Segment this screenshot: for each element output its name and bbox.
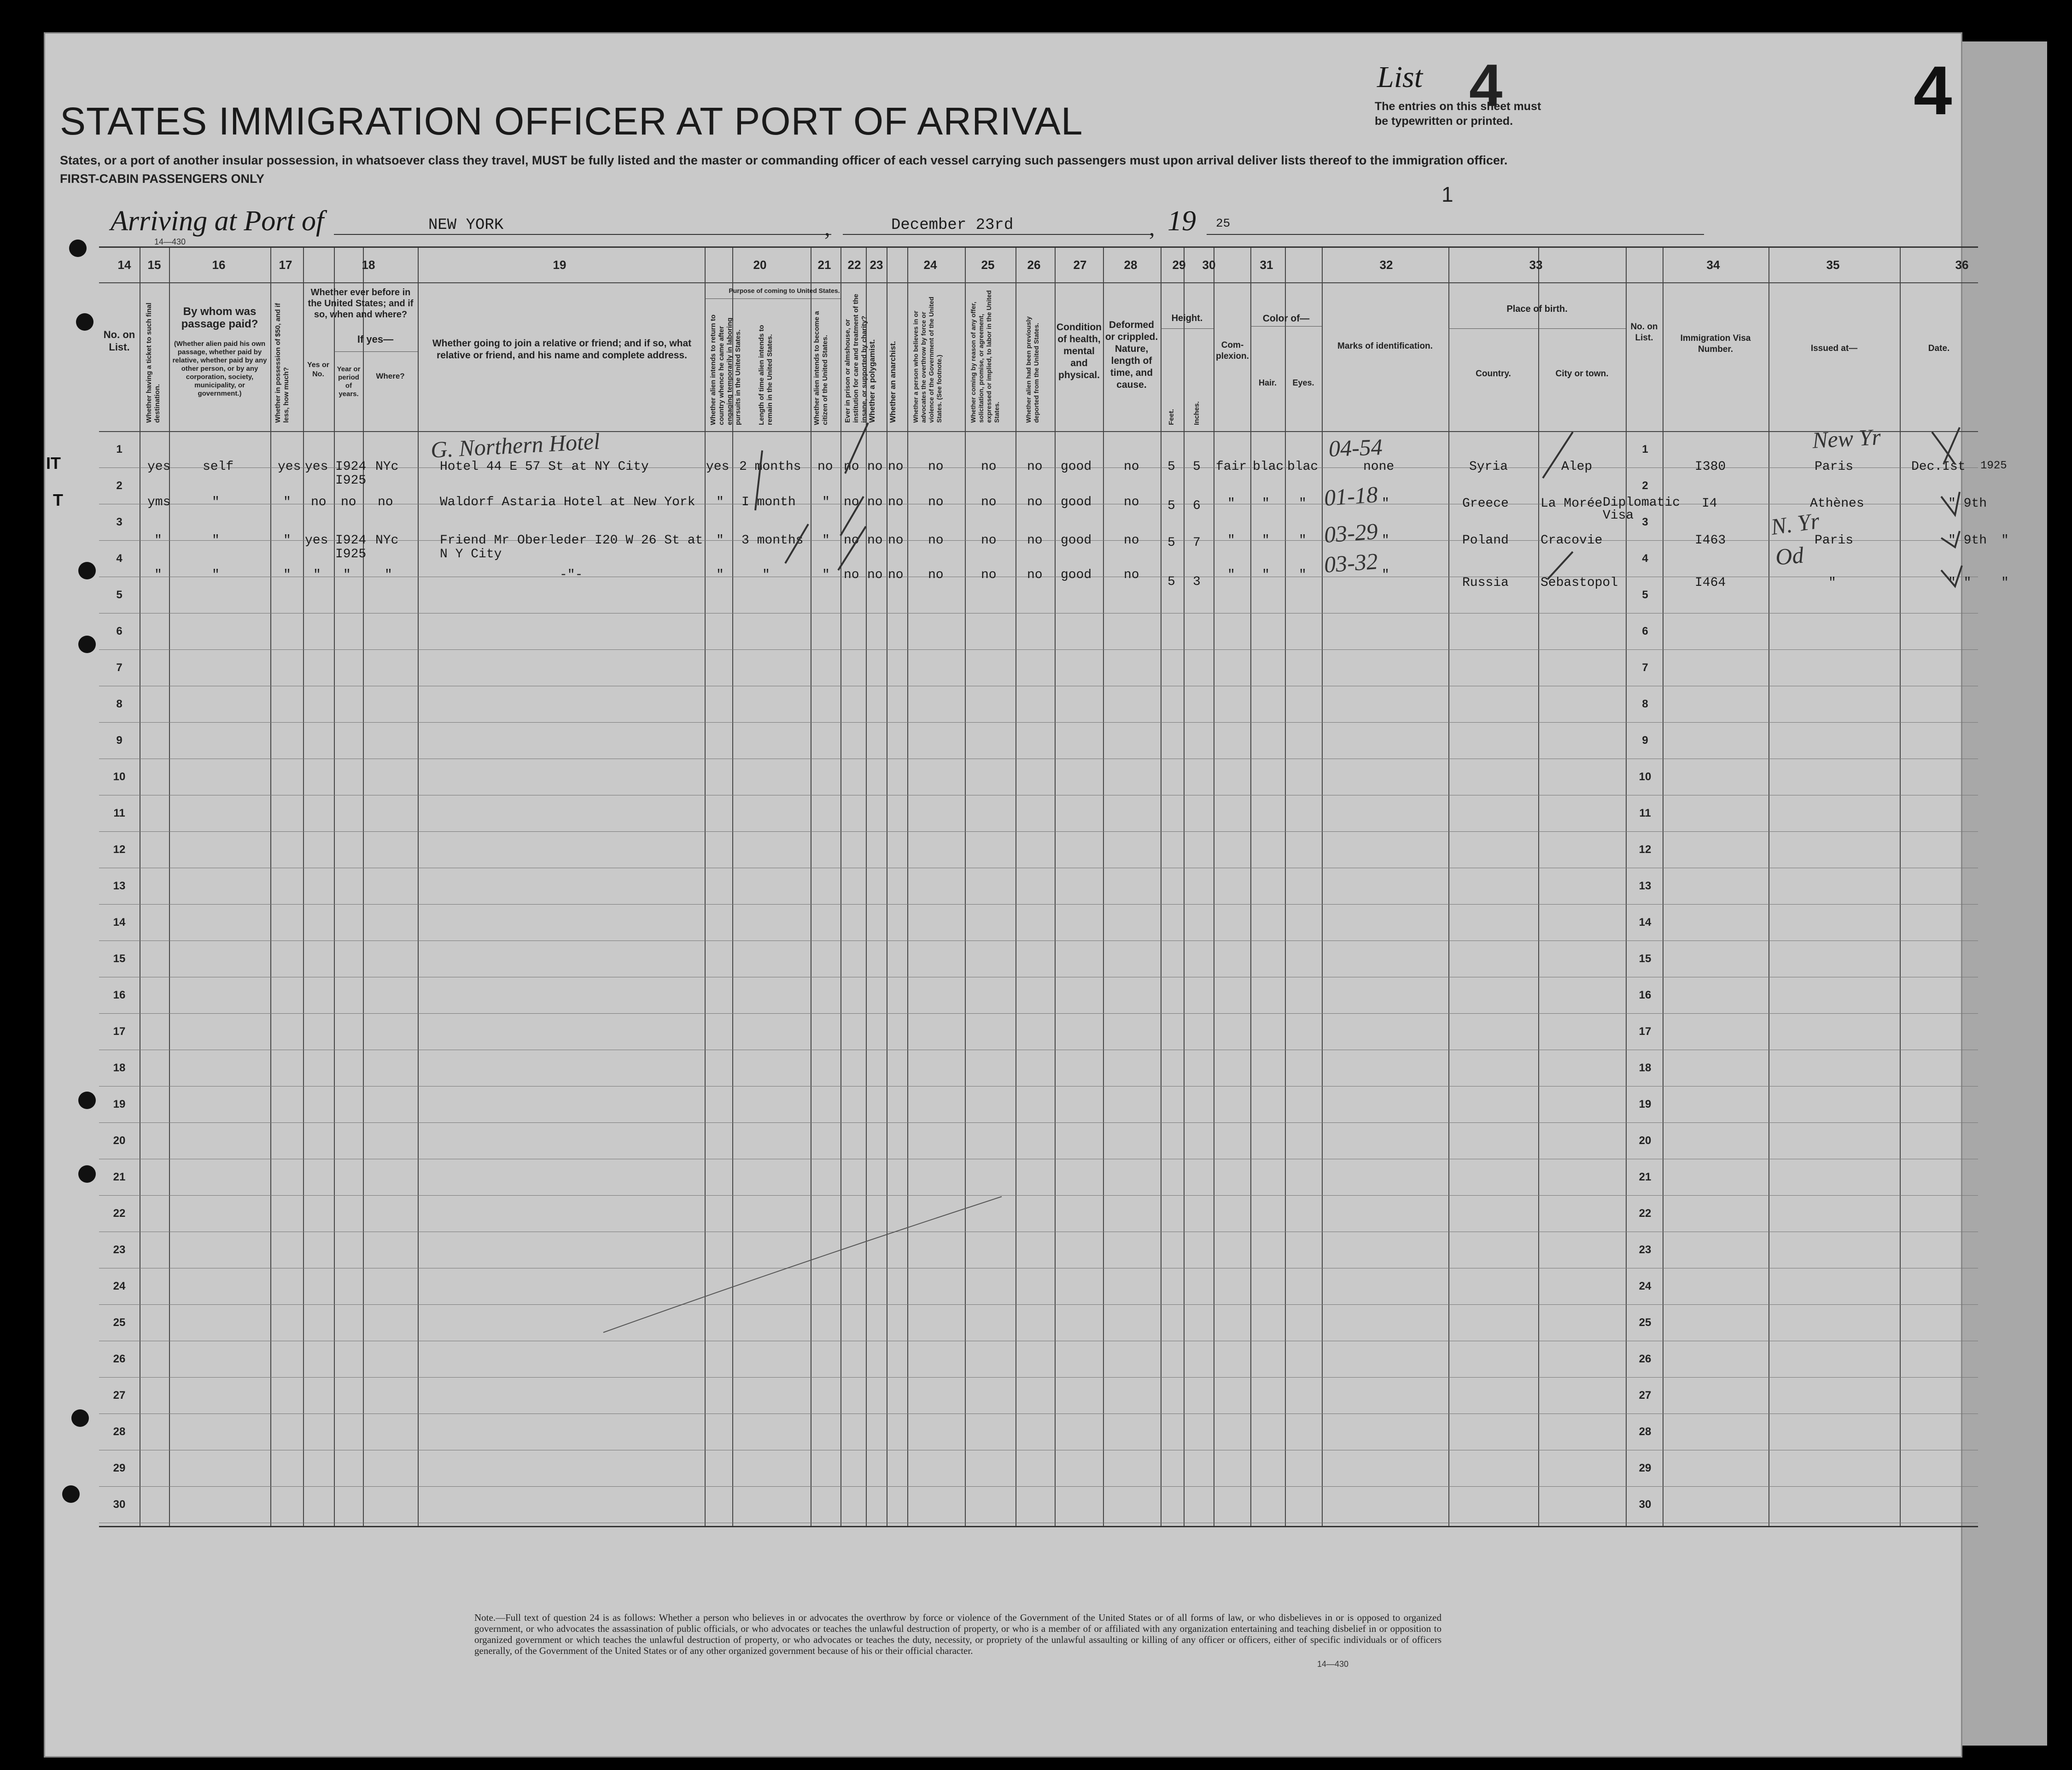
handwritten-note: G. Northern Hotel: [430, 428, 601, 463]
cell-visa: I380: [1695, 460, 1726, 474]
cell-before-yn: yes: [305, 460, 328, 474]
row-number-right: 2: [1642, 479, 1648, 492]
header-hair: Hair.: [1258, 378, 1277, 387]
cell-passage: ": [212, 495, 220, 509]
row-number: 13: [113, 879, 126, 892]
header-polygamist: Whether a polygamist.: [868, 339, 876, 423]
col-num: 31: [1260, 258, 1273, 272]
header-issued-at: Issued at—: [1810, 344, 1858, 353]
cell-city: La Morée: [1541, 497, 1603, 511]
cell-hair: ": [1262, 533, 1270, 548]
row-number: 17: [113, 1025, 126, 1038]
row-number: 6: [116, 625, 123, 637]
cell-eyes: ": [1299, 533, 1307, 548]
row-number-right: 1: [1642, 443, 1648, 456]
cell-passage: self: [203, 460, 234, 474]
header-anarchist: Whether an anarchist.: [888, 341, 897, 423]
header-intend-return: Whether alien intends to return to country whence he came after engaging temporarily in laboring pursuits in the United States.: [709, 314, 742, 425]
header-color: Color of—: [1262, 313, 1310, 324]
check-stroke: [1547, 552, 1573, 579]
row-number: 16: [113, 988, 126, 1001]
cell-complexion: ": [1227, 568, 1235, 582]
handwritten-code: 04-54: [1328, 433, 1383, 462]
cell-eyes: blac: [1287, 460, 1319, 474]
cell-before-year: no: [341, 495, 356, 509]
cell-length: 2 months: [739, 460, 801, 474]
cell-health: good: [1061, 495, 1092, 509]
manifest-table: [99, 246, 2009, 1527]
cell-before-year2: I925: [335, 547, 367, 561]
col-num: 17: [279, 258, 292, 272]
row-number: 24: [113, 1279, 126, 1292]
header-yes-no: Yes or No.: [307, 361, 330, 378]
cell-relative-2: N Y City: [440, 547, 502, 561]
cell-labor: no: [981, 568, 997, 582]
subtitle: States, or a port of another insular possession, in whatsoever class they travel, MUST be fully listed and the master or commanding officer of each vessel carrying such passengers must upon arrival deliver lists thereof to the immigration officer.: [60, 153, 1508, 167]
cell-date: " 9th: [1948, 497, 1987, 511]
row-number: 8: [116, 697, 123, 710]
row-number: 12: [113, 843, 126, 856]
row-number-right: 25: [1639, 1316, 1652, 1329]
cell-prison: no: [844, 533, 859, 548]
comma: ,: [1149, 215, 1155, 240]
cell-fifty: yes: [278, 460, 301, 474]
row-number-right: 21: [1639, 1170, 1652, 1183]
binder-hole: [71, 1409, 89, 1427]
cell-fifty: ": [283, 568, 291, 582]
cell-inches: 3: [1193, 575, 1201, 589]
cell-hair: ": [1262, 568, 1270, 582]
binder-hole: [78, 636, 96, 653]
cell-deported: no: [1027, 460, 1043, 474]
row-number: 2: [116, 479, 123, 492]
row-number-right: 23: [1639, 1243, 1652, 1256]
cell-country: Syria: [1469, 460, 1508, 474]
row-number-right: 12: [1639, 843, 1652, 856]
cell-anarchist: no: [888, 533, 904, 548]
binder-hole: [78, 1092, 96, 1109]
footnote: Note.—Full text of question 24 is as follows: Whether a person who believes in or advocates the overthrow by force or violence of the Government of the United States or of all forms of law, or who disbelieves in or is opposed to organized government, or who advocates the assassination of public officials, or who advocates or teaches the unlawful destruction of property, or who is a member of or affiliated with any organization entertaining and teaching disbelief in or opposition to organized government or which teaches the unlawful destruction of property, or who advocates or teaches the duty, necessity, or propriety of the unlawful assaulting or killing of any officer or officers, either of specific individuals or of officers generally, of the Government of the United States or of any other organized government because of his or their official character.: [474, 1612, 1442, 1656]
col-num: 30: [1202, 258, 1216, 272]
cell-polygamist: no: [867, 533, 883, 548]
cell-city: Alep: [1561, 460, 1593, 474]
cell-citizen: ": [822, 533, 830, 548]
cell-deported: no: [1027, 495, 1043, 509]
row-number: 19: [113, 1098, 126, 1110]
header-ticket: Whether having a ticket to such final destination.: [145, 303, 161, 423]
header-inches: Inches.: [1193, 401, 1201, 425]
col-num: 23: [870, 258, 883, 272]
header-citizen: Whether alien intends to become a citizen of the United States.: [813, 311, 829, 425]
cell-eyes: ": [1299, 497, 1307, 511]
row-number: 23: [113, 1243, 126, 1256]
col-num: 25: [981, 258, 995, 272]
check-stroke: [845, 423, 868, 473]
cell-deformed: no: [1124, 495, 1139, 509]
cell-hair: blac: [1253, 460, 1284, 474]
row-number: 4: [116, 552, 123, 565]
row-number-right: 15: [1639, 952, 1652, 965]
col-num: 33: [1529, 258, 1543, 272]
row-number: 11: [113, 806, 125, 819]
header-passage-paid: By whom was passage paid?: [181, 305, 258, 330]
header-no-on-list: No. on List.: [103, 329, 135, 353]
cell-feet: 5: [1167, 536, 1175, 550]
row-number-right: 13: [1639, 879, 1652, 892]
side-label: IT: [46, 454, 61, 473]
cell-feet: 5: [1167, 499, 1175, 513]
cell-return: ": [716, 568, 724, 582]
row-number-right: 5: [1642, 588, 1648, 601]
col-num: 26: [1027, 258, 1041, 272]
cell-overthrow: no: [928, 533, 944, 548]
row-number: 14: [113, 916, 126, 929]
cell-feet: 5: [1167, 460, 1175, 474]
binder-hole: [76, 313, 93, 331]
row-number-right: 8: [1642, 697, 1648, 710]
row-number: 20: [113, 1134, 126, 1147]
header-feet: Feet.: [1167, 409, 1175, 425]
cell-date-year: ": [2001, 533, 2009, 548]
cell-feet: 5: [1167, 575, 1175, 589]
row-number-right: 7: [1642, 661, 1648, 674]
year-value: 25: [1216, 216, 1231, 230]
row-number: 21: [113, 1170, 126, 1183]
col-num: 35: [1826, 258, 1840, 272]
cell-ticket: ": [154, 568, 162, 582]
header-height: Height.: [1171, 313, 1203, 323]
entries-note: The entries on this sheet must be typewritten or printed.: [1375, 100, 1541, 128]
row-number-right: 16: [1639, 988, 1652, 1001]
cell-overthrow: no: [928, 568, 944, 582]
port-value: NEW YORK: [428, 216, 504, 234]
cell-visa-extra: I4: [1702, 497, 1717, 511]
col-num: 16: [212, 258, 226, 272]
col-num: 21: [817, 258, 831, 272]
cell-ticket: yes: [147, 460, 171, 474]
header-labor-offer: Whether coming by reason of any offer, solicitation, promise, or agreement, expressed or implied, to labor in the United States.: [969, 290, 1000, 423]
cell-relative: Waldorf Astaria Hotel at New York: [440, 495, 695, 509]
handwritten-code: 03-32: [1323, 548, 1379, 578]
cell-marks: ": [1382, 533, 1389, 548]
row-number: 25: [113, 1316, 126, 1329]
cell-prison: no: [844, 495, 859, 509]
cell-issued: Paris: [1815, 533, 1854, 548]
col-num: 28: [1124, 258, 1138, 272]
cell-fifty: ": [283, 495, 291, 509]
cell-ticket: ": [154, 533, 162, 548]
check-stroke: [755, 450, 762, 510]
header-length-stay: Length of time alien intends to remain in the United States.: [758, 325, 774, 425]
row-number-right: 27: [1639, 1389, 1652, 1402]
year-underline: [1207, 234, 1704, 235]
row-number: 18: [113, 1061, 126, 1074]
cell-ticket: yms: [147, 495, 171, 509]
cell-country: Russia: [1462, 576, 1509, 590]
cell-before-where: NYc: [375, 460, 399, 474]
col-num: 20: [753, 258, 767, 272]
row-number: 29: [113, 1461, 126, 1474]
arriving-label: Arriving at Port of: [111, 205, 324, 237]
header-health: Condition of health, mental and physical.: [1056, 322, 1102, 380]
header-place-of-birth: Place of birth.: [1506, 304, 1568, 314]
header-eyes: Eyes.: [1292, 378, 1314, 387]
date-value: December 23rd: [891, 216, 1014, 234]
header-no-on-list-right: No. on List.: [1630, 322, 1658, 343]
cell-deformed: no: [1124, 533, 1139, 548]
col-num: 19: [553, 258, 566, 272]
cell-relative: -"-: [560, 568, 583, 582]
cell-marks: ": [1382, 497, 1389, 511]
row-number: 10: [113, 770, 126, 783]
cell-inches: 6: [1193, 499, 1201, 513]
cell-before-yn: ": [313, 568, 321, 582]
header-complexion: Com-plexion.: [1216, 340, 1249, 361]
col-num: 32: [1379, 258, 1393, 272]
cell-deformed: no: [1124, 568, 1139, 582]
handwritten-code: 03-29: [1323, 518, 1379, 548]
cell-before-where: ": [385, 568, 392, 582]
cell-complexion: fair: [1216, 460, 1247, 474]
date-underline: [843, 234, 1151, 235]
header-fifty-dollars: Whether in possession of $50, and if less, how much?: [274, 303, 290, 423]
cell-before-yn: yes: [305, 533, 328, 548]
binder-hole: [69, 240, 87, 257]
cell-before-where: no: [378, 495, 393, 509]
col-num: 29: [1172, 258, 1186, 272]
row-number: 22: [113, 1207, 126, 1220]
cell-date: " 9th: [1948, 533, 1987, 548]
century-label: 19: [1167, 205, 1196, 237]
row-number-right: 26: [1639, 1352, 1652, 1365]
cell-length: 3 months: [741, 533, 804, 548]
header-overthrow: Whether a person who believes in or advocates the overthrow by force or violence of the Government of the United States. (See footnote.): [912, 297, 943, 423]
row-number-right: 20: [1639, 1134, 1652, 1147]
header-ever-before: Whether ever before in the United States; and if so, when and where?: [308, 287, 414, 320]
cell-issued: ": [1828, 576, 1836, 590]
comma: ,: [824, 215, 830, 240]
header-country: Country.: [1476, 369, 1511, 379]
cell-inches: 5: [1193, 460, 1201, 474]
cell-visa: I463: [1695, 533, 1726, 548]
check-stroke: [840, 497, 864, 536]
cell-return: ": [716, 533, 724, 548]
header-deported: Whether alien had been previously deported from the United States.: [1025, 316, 1040, 423]
row-number: 27: [113, 1389, 126, 1402]
cell-citizen: no: [817, 460, 833, 474]
header-marks: Marks of identification.: [1337, 341, 1433, 351]
cell-eyes: ": [1299, 568, 1307, 582]
cell-fifty: ": [283, 533, 291, 548]
cell-complexion: ": [1227, 533, 1235, 548]
cell-city: Cracovie: [1541, 533, 1603, 548]
check-stroke: [1941, 492, 1960, 515]
cell-health: good: [1061, 460, 1092, 474]
header-purpose: Purpose of coming to United States.: [729, 287, 840, 294]
cell-overthrow: no: [928, 460, 944, 474]
row-number: 15: [113, 952, 126, 965]
cell-deported: no: [1027, 533, 1043, 548]
header-prison: Ever in prison or almshouse, or institution for care and treatment of the insane, or supported by charity?: [844, 293, 868, 423]
row-number: 28: [113, 1425, 126, 1438]
header-visa-number: Immigration Visa Number.: [1680, 333, 1751, 354]
row-number: 1: [116, 443, 123, 456]
cell-deported: no: [1027, 568, 1043, 582]
cell-polygamist: no: [867, 568, 883, 582]
cell-visa: Diplomatic Visa: [1603, 496, 1681, 523]
col-num: 27: [1073, 258, 1087, 272]
cell-complexion: ": [1227, 497, 1235, 511]
cell-relative: Hotel 44 E 57 St at NY City: [440, 460, 649, 474]
row-number-right: 3: [1642, 515, 1648, 528]
check-stroke: [1941, 531, 1960, 547]
cell-before-yn: no: [311, 495, 327, 509]
cell-overthrow: no: [928, 495, 944, 509]
row-number-right: 14: [1639, 916, 1652, 929]
handwritten-note: Od: [1774, 542, 1805, 570]
form-number: 14—430: [154, 237, 186, 246]
cell-visa: I464: [1695, 576, 1726, 590]
cell-labor: no: [981, 495, 997, 509]
header-deformed: Deformed or crippled. Nature, length of time, and cause.: [1105, 320, 1158, 390]
col-num: 22: [847, 258, 861, 272]
cell-issued: Athènes: [1810, 497, 1864, 511]
pen-strokes: [99, 248, 1978, 1526]
form-number-bottom: 14—430: [1317, 1659, 1349, 1669]
row-number-right: 4: [1642, 552, 1648, 565]
handwritten-note: New Yr: [1811, 424, 1882, 453]
cell-city: Sebastopol: [1541, 576, 1618, 590]
cell-return: yes: [706, 460, 730, 474]
row-number-right: 18: [1639, 1061, 1652, 1074]
cell-health: good: [1061, 568, 1092, 582]
row-number-right: 24: [1639, 1279, 1652, 1292]
row-number-right: 9: [1642, 734, 1648, 747]
row-number-right: 28: [1639, 1425, 1652, 1438]
row-number: 26: [113, 1352, 126, 1365]
stray-line: [603, 1197, 1002, 1332]
cell-inches: 7: [1193, 536, 1201, 550]
row-number-right: 11: [1639, 806, 1651, 819]
cell-relative: Friend Mr Oberleder I20 W 26 St at: [440, 533, 703, 548]
cell-before-year: ": [343, 568, 351, 582]
cell-before-year: I924: [335, 533, 367, 548]
header-relative-friend: Whether going to join a relative or friend; and if so, what relative or friend, and his name and complete address.: [432, 338, 692, 361]
row-number-right: 29: [1639, 1461, 1652, 1474]
row-number: 7: [116, 661, 123, 674]
cell-prison: no: [844, 460, 859, 474]
cell-hair: ": [1262, 497, 1270, 511]
side-label: T: [53, 491, 63, 509]
cell-before-year2: I925: [335, 473, 367, 488]
side-mark: 1: [1442, 182, 1453, 206]
cell-date-year: 1925: [1980, 460, 2007, 472]
cell-polygamist: no: [867, 495, 883, 509]
first-cabin-label: FIRST-CABIN PASSENGERS ONLY: [60, 172, 265, 186]
cell-passage: ": [212, 533, 220, 548]
row-number: 5: [116, 588, 123, 601]
cell-labor: no: [981, 533, 997, 548]
cell-date-year: ": [2001, 576, 2009, 590]
col-num: 34: [1706, 258, 1720, 272]
corner-number: 4: [1914, 52, 1952, 129]
header-passage-paid-note: (Whether alien paid his own passage, whether paid by relative, whether paid by any other person, or by any corporation, society, municipality, or government.): [172, 340, 267, 397]
cell-issued: Paris: [1815, 460, 1854, 474]
binder-hole: [62, 1485, 80, 1503]
col-num: 36: [1955, 258, 1969, 272]
cell-deformed: no: [1124, 460, 1139, 474]
row-number-right: 19: [1639, 1098, 1652, 1110]
cell-country: Poland: [1462, 533, 1509, 548]
list-label: List: [1377, 60, 1423, 94]
cell-anarchist: no: [888, 568, 904, 582]
cell-before-year: I924: [335, 460, 367, 474]
cell-anarchist: no: [888, 495, 904, 509]
row-number: 3: [116, 515, 123, 528]
header-city: City or town.: [1555, 369, 1609, 379]
row-number-right: 30: [1639, 1498, 1652, 1511]
cell-date: " ": [1948, 576, 1972, 590]
header-year: Year or period of years.: [337, 365, 361, 398]
header-date: Date.: [1928, 344, 1950, 353]
col-num: 18: [362, 258, 375, 272]
cell-polygamist: no: [867, 460, 883, 474]
cell-citizen: ": [822, 568, 830, 582]
binder-hole: [78, 1165, 96, 1183]
cell-prison: no: [844, 568, 859, 582]
cell-anarchist: no: [888, 460, 904, 474]
cell-passage: ": [212, 568, 220, 582]
cell-before-where: NYc: [375, 533, 399, 548]
cell-health: good: [1061, 533, 1092, 548]
cell-country: Greece: [1462, 497, 1509, 511]
row-number-right: 17: [1639, 1025, 1652, 1038]
col-num: 14: [117, 258, 131, 272]
row-number-right: 6: [1642, 625, 1648, 637]
cell-length: ": [762, 568, 770, 582]
cell-length: I month: [741, 495, 796, 509]
check-stroke: [1941, 566, 1962, 586]
port-underline: [334, 234, 831, 235]
page-title: STATES IMMIGRATION OFFICER AT PORT OF ARRIVAL: [60, 99, 1083, 143]
row-number-right: 10: [1639, 770, 1652, 783]
col-num: 24: [923, 258, 937, 272]
row-number: 30: [113, 1498, 126, 1511]
row-number: 9: [116, 734, 123, 747]
handwritten-note: N. Yr: [1769, 507, 1821, 540]
cell-marks: none: [1363, 460, 1395, 474]
handwritten-code: 01-18: [1323, 481, 1379, 511]
check-stroke: [785, 524, 808, 563]
cell-citizen: ": [822, 495, 830, 509]
list-number: 4: [1469, 52, 1503, 119]
cell-return: ": [716, 495, 724, 509]
header-if-yes: If yes—: [357, 333, 394, 345]
cell-labor: no: [981, 460, 997, 474]
row-number-right: 22: [1639, 1207, 1652, 1220]
cell-marks: ": [1382, 568, 1389, 582]
binder-hole: [78, 562, 96, 579]
check-stroke: [1543, 432, 1573, 478]
col-num: 15: [147, 258, 161, 272]
header-where: Where?: [376, 372, 405, 380]
cell-date: Dec.Ist: [1911, 460, 1966, 474]
check-stroke: [1932, 427, 1960, 464]
